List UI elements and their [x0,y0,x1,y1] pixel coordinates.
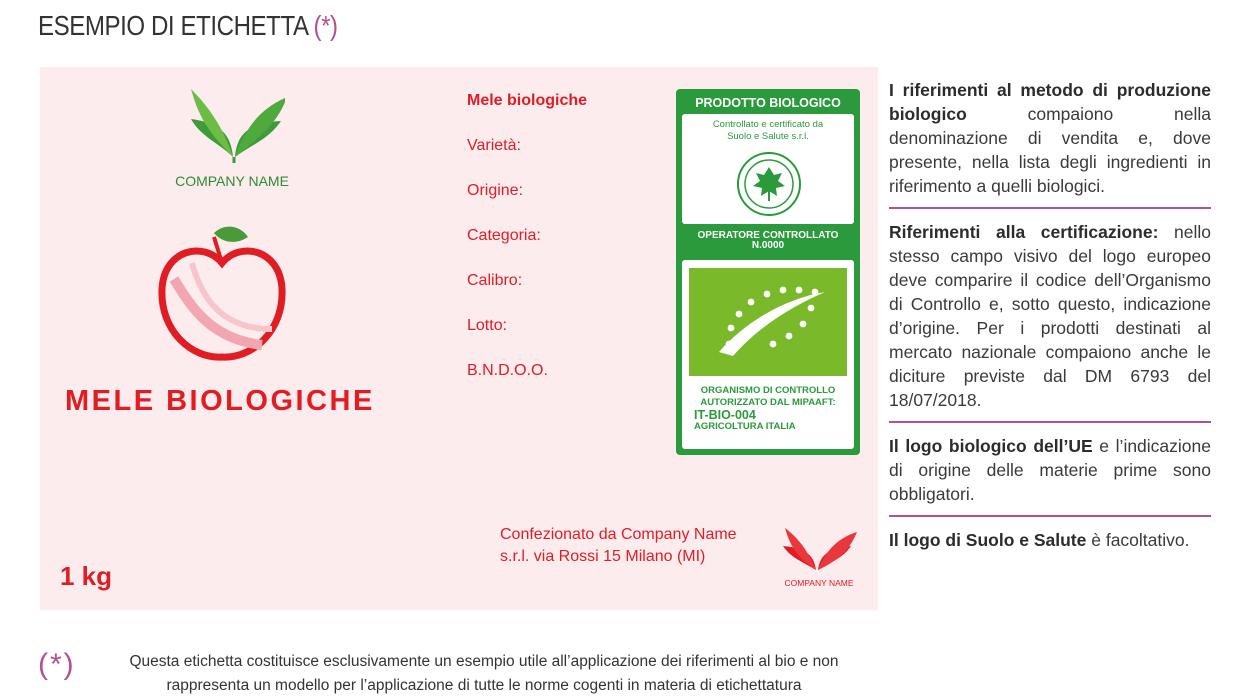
org-line-2: AUTORIZZATO DAL MIPAAFT: [700,397,836,408]
footnote-line-1: Questa etichetta costituisce esclusivamente un esempio utile all’applicazione dei riferimenti al bio e non [129,653,839,670]
small-leaves-logo-icon [777,524,857,576]
bio-heading: PRODOTTO BIOLOGICO [695,96,841,110]
field-lotto: Lotto: [467,317,508,334]
label-example [40,67,878,610]
net-weight: 1 kg [60,561,113,591]
note-4-text: è facoltativo. [1086,530,1190,550]
packager-info: Confezionato da Company Name s.r.l. via Rossi 15 Milano (MI) [500,526,737,565]
field-calibro: Calibro: [467,272,523,289]
cert-line-2: Suolo e Salute s.r.l. [727,131,809,142]
org-origin: AGRICOLTURA ITALIA [694,421,796,432]
footnote-line-2: rappresenta un modello per l’applicazione di tutte le norme cogenti in materia di etichettatura [166,677,802,694]
separator [889,207,1211,209]
small-company-name: COMPANY NAME [784,578,854,588]
control-body-block [686,385,850,433]
side-notes [889,78,1211,552]
field-origine: Origine: [467,182,524,199]
field-product-name: Mele biologiche [467,92,588,109]
product-title: MELE BIOLOGICHE [65,385,375,417]
note-1 [889,78,1211,198]
eu-organic-box [682,260,854,449]
operator-block [676,231,860,251]
eu-organic-leaf-icon [689,268,847,376]
footnote-asterisk: (*) [38,648,76,681]
note-3-text: e l’indicazione di origine delle materie prime sono obbligatori. [889,436,1211,504]
org-line-1: ORGANISMO DI CONTROLLO [700,385,836,396]
field-categoria: Categoria: [467,227,541,244]
field-varieta: Varietà: [467,137,521,154]
company-name: COMPANY NAME [175,173,289,189]
operator-line-1: OPERATORE CONTROLLATO [697,230,839,241]
org-code: IT-BIO-004 [694,408,756,422]
suolo-e-salute-seal-icon [736,151,802,217]
note-2 [889,220,1211,412]
note-4 [889,528,1211,552]
note-4-bold: Il logo di Suolo e Salute [889,530,1087,550]
leaves-logo-icon [185,85,285,165]
separator [889,421,1211,423]
note-2-bold: Riferimenti alla certificazione: [889,222,1159,242]
note-1-text: compaiono nella denominazione di vendita e, dove presente, nella lista degli ingredienti in riferimento a quelli biologici. [889,104,1211,196]
note-2-text: nello stesso campo visivo del logo europeo deve comparire il codice dell’Organismo di Controllo e, sotto questo, indicazione d’origine. Per i prodotti destinati al mercato nazionale compaiono anche le diciture previste dal DM 6793 del 18/07/2018. [889,222,1211,410]
apple-logo-icon [152,219,292,369]
footnote [84,650,884,698]
note-3-bold: Il logo biologico dell’UE [889,436,1093,456]
field-bndoo: B.N.D.O.O. [467,362,548,379]
title-asterisk: (*) [313,10,338,41]
separator [889,515,1211,517]
product-fields [467,92,587,407]
cert-line-1: Controllato e certificato da [712,119,824,130]
note-1-bold: I riferimenti al metodo di produzione biologico [889,80,1211,124]
page-title [38,10,338,42]
certifier-box [682,114,854,224]
page-title-text: ESEMPIO DI ETICHETTA [38,10,308,41]
operator-line-2: N.0000 [751,240,785,251]
organic-certification-panel [676,89,860,455]
certifier-text [682,119,854,143]
note-3 [889,434,1211,506]
